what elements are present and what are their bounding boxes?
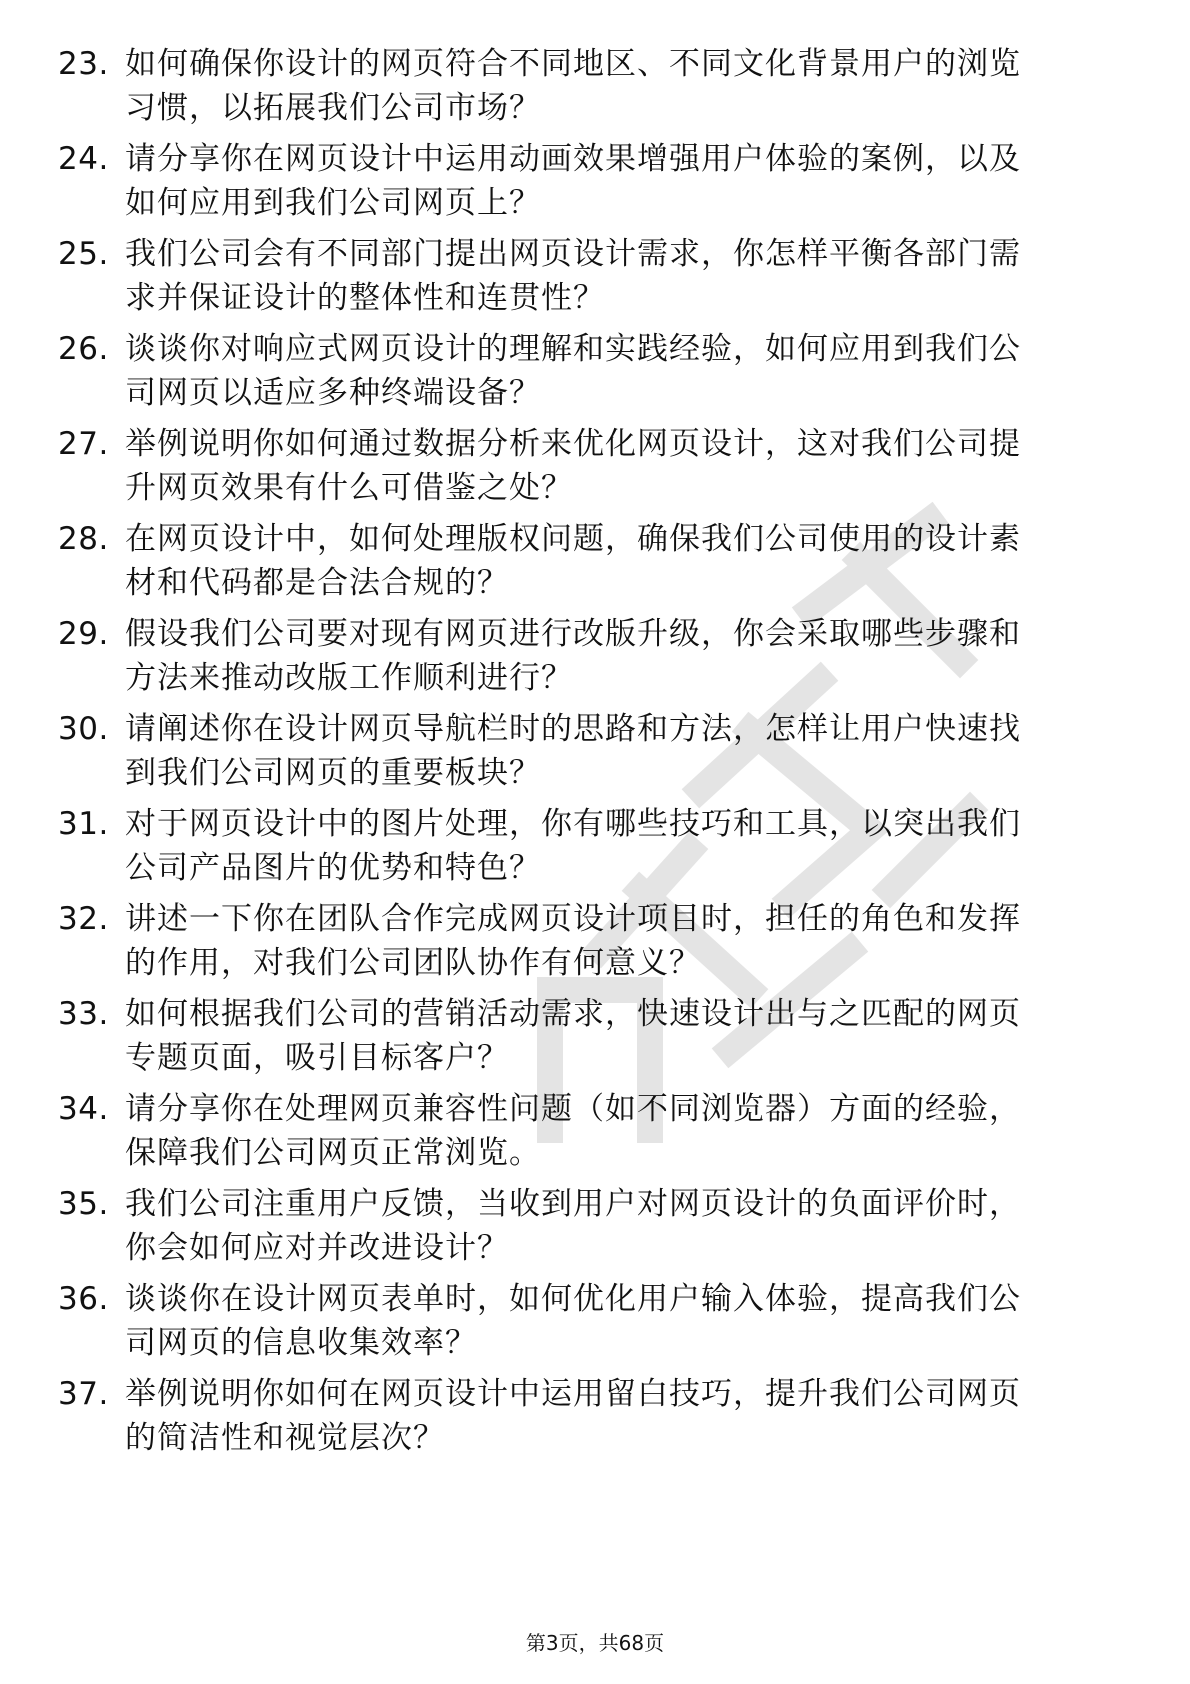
- question-item: [0, 707, 1190, 807]
- question-number: 30.: [58, 711, 109, 747]
- question-item: [0, 612, 1190, 712]
- question-item: [0, 802, 1190, 902]
- question-item: [0, 517, 1190, 617]
- question-text: 假设我们公司要对现有网页进行改版升级，你会采取哪些步骤和 方法来推动改版工作顺利进行？: [125, 616, 1021, 696]
- question-item: [0, 327, 1190, 427]
- question-item: [0, 42, 1190, 142]
- question-text: 我们公司注重用户反馈，当收到用户对网页设计的负面评价时， 你会如何应对并改进设计？: [125, 1186, 1021, 1266]
- question-item: [0, 1277, 1190, 1377]
- question-number: 29.: [58, 616, 109, 652]
- question-list: [0, 42, 1190, 1602]
- question-item: [0, 992, 1190, 1092]
- question-item: [0, 897, 1190, 997]
- page-footer: 第3页，共68页: [525, 1631, 665, 1655]
- question-text: 讲述一下你在团队合作完成网页设计项目时，担任的角色和发挥 的作用，对我们公司团队协作有何意义？: [125, 901, 1021, 981]
- question-text: 举例说明你如何通过数据分析来优化网页设计，这对我们公司提 升网页效果有什么可借鉴之处？: [125, 426, 1021, 506]
- question-number: 32.: [58, 901, 109, 937]
- question-number: 33.: [58, 996, 109, 1032]
- question-number: 28.: [58, 521, 109, 557]
- question-item: [0, 232, 1190, 332]
- question-text: 谈谈你对响应式网页设计的理解和实践经验，如何应用到我们公 司网页以适应多种终端设备？: [125, 331, 1021, 411]
- question-text: 请分享你在处理网页兼容性问题（如不同浏览器）方面的经验， 保障我们公司网页正常浏览。: [125, 1091, 1021, 1171]
- question-number: 27.: [58, 426, 109, 462]
- question-item: [0, 1087, 1190, 1187]
- question-number: 34.: [58, 1091, 109, 1127]
- question-text: 对于网页设计中的图片处理，你有哪些技巧和工具，以突出我们 公司产品图片的优势和特色？: [125, 806, 1021, 886]
- question-text: 如何确保你设计的网页符合不同地区、不同文化背景用户的浏览 习惯，以拓展我们公司市场？: [125, 46, 1021, 126]
- question-number: 25.: [58, 236, 109, 272]
- question-item: [0, 422, 1190, 522]
- question-number: 35.: [58, 1186, 109, 1222]
- question-number: 37.: [58, 1376, 109, 1412]
- question-text: 我们公司会有不同部门提出网页设计需求，你怎样平衡各部门需 求并保证设计的整体性和连贯性？: [125, 236, 1021, 316]
- question-number: 24.: [58, 141, 109, 177]
- question-item: [0, 1182, 1190, 1282]
- question-text: 请阐述你在设计网页导航栏时的思路和方法，怎样让用户快速找 到我们公司网页的重要板块？: [125, 711, 1021, 791]
- question-number: 23.: [58, 46, 109, 82]
- question-text: 如何根据我们公司的营销活动需求，快速设计出与之匹配的网页 专题页面，吸引目标客户？: [125, 996, 1021, 1076]
- question-item: [0, 1372, 1190, 1472]
- question-text: 在网页设计中，如何处理版权问题，确保我们公司使用的设计素 材和代码都是合法合规的？: [125, 521, 1021, 601]
- question-number: 31.: [58, 806, 109, 842]
- question-number: 26.: [58, 331, 109, 367]
- question-text: 谈谈你在设计网页表单时，如何优化用户输入体验，提高我们公 司网页的信息收集效率？: [125, 1281, 1021, 1361]
- question-text: 请分享你在网页设计中运用动画效果增强用户体验的案例，以及 如何应用到我们公司网页上？: [125, 141, 1021, 221]
- question-text: 举例说明你如何在网页设计中运用留白技巧，提升我们公司网页 的简洁性和视觉层次？: [125, 1376, 1021, 1456]
- question-item: [0, 137, 1190, 237]
- question-number: 36.: [58, 1281, 109, 1317]
